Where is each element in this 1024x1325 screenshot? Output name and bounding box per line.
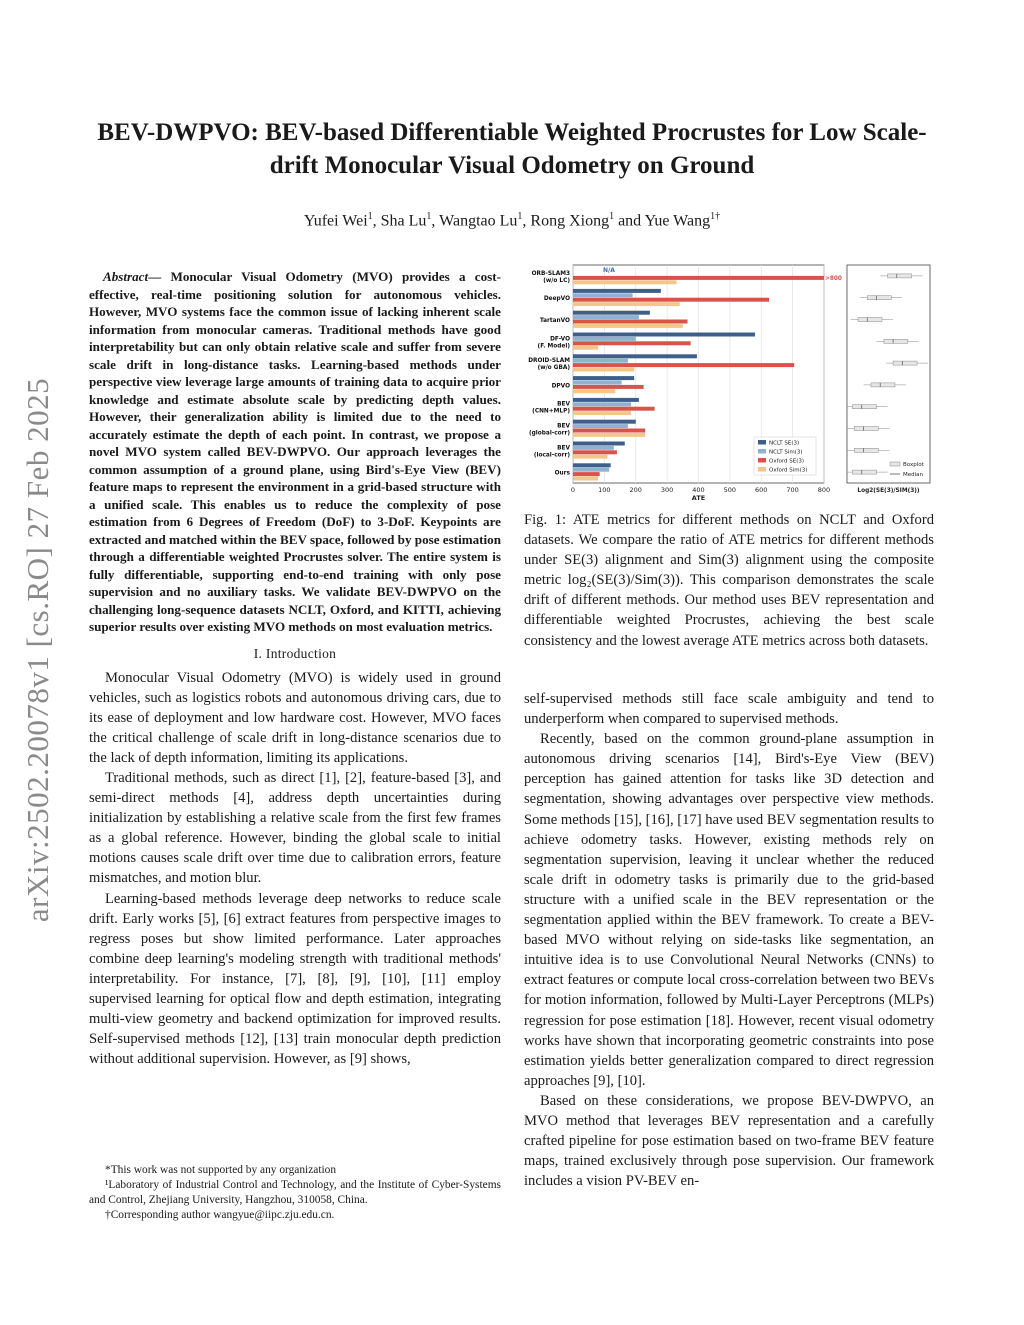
bar xyxy=(573,455,608,459)
author-name: Wangtao Lu xyxy=(439,212,518,230)
abstract-text: — Monocular Visual Odometry (MVO) provides a cost-effective, real-time positioning solution for autonomous vehicles. However, MVO systems face the common issue of lacking inherent scale information from monocular cameras. Traditional methods have good interpretability but can only obtain relative scale and suffer from severe scale drift in long-distance tasks. Learning-based methods under perspective view leverage large amounts of training data to acquire prior knowledge and estimate absolute scale by predicting depth values. However, their generalization ability is limited due to the need to accurately estimate the depth of each point. In contrast, we propose a novel MVO system called BEV-DWPVO. Our approach leverages the common assumption of a ground plane, using Bird's-Eye View (BEV) feature maps to represent the environment in a grid-based structure with a unified scale. This enables us to reduce the complexity of pose estimation from 6 Degrees of Freedom (DoF) to 3-DoF. Keypoints are extracted and matched within the BEV space, followed by pose estimation through a differentiable weighted Procrustes solver. The entire system is fully differentiable, supporting end-to-end training with only pose supervision and no auxiliary tasks. We validate BEV-DWPVO on the challenging long-sequence datasets NCLT, Oxford, and KITTI, achieving superior results over existing MVO methods on most evaluation metrics. xyxy=(89,269,501,634)
bar xyxy=(573,411,631,415)
abstract xyxy=(89,268,501,636)
x-tick-label: 100 xyxy=(598,486,611,494)
bar xyxy=(573,298,769,302)
box xyxy=(893,361,917,365)
category-label: (w/o LC) xyxy=(543,277,570,284)
category-label: DPVO xyxy=(551,383,570,390)
x-tick-label: 400 xyxy=(692,486,705,494)
x-tick-label: 500 xyxy=(723,486,737,494)
bar xyxy=(573,276,824,280)
legend-label: NCLT SE(3) xyxy=(769,440,800,447)
bar xyxy=(573,446,614,450)
author-separator: , xyxy=(431,212,440,230)
category-label: TartanVO xyxy=(539,318,570,324)
legend-swatch xyxy=(758,449,766,454)
category-label: BEV xyxy=(557,401,570,408)
legend-swatch xyxy=(890,462,900,466)
figure-1 xyxy=(512,258,942,508)
paragraph: self-supervised methods still face scale ambiguity and tend to underperform when compared to supervised methods. xyxy=(524,691,934,728)
figure-caption: Fig. 1: ATE metrics for different methods on NCLT and Oxford datasets. We compare the ratio of ATE metrics for different methods under SE(3) alignment and Sim(3) alignment using the composite metric log₂(SE(3)/Sim(3)). This comparison demonstrates the scale drift of different methods. Our method uses BEV representation and differentiable weighted Procrustes, achieving the best scale consistency and the lowest average ATE metrics across both datasets. xyxy=(524,512,934,649)
paragraph: Traditional methods, such as direct [1], [2], feature-based [3], and semi-direct methods [4], address depth uncertainties during initialization by establishing a relative scale from the first few frames as a global reference. However, binding the global scale to initial motions causes scale drift over time due to calibration errors, feature mismatches, and motion blur. xyxy=(89,769,501,887)
arxiv-id-text: arXiv:2502.20078v1 [cs.RO] 27 Feb 2025 xyxy=(20,377,55,923)
author-affiliation: 1 xyxy=(367,211,373,222)
category-label: DeepVO xyxy=(543,296,570,303)
bar xyxy=(573,398,639,402)
bar xyxy=(573,472,600,476)
legend-label: Boxplot xyxy=(903,462,924,468)
footnote: †Corresponding author wangyue@iipc.zju.edu.cn. xyxy=(105,1209,335,1221)
x-tick-label: 700 xyxy=(786,486,799,494)
author-affiliation: 1 xyxy=(426,211,432,222)
author-name: Sha Lu xyxy=(380,212,427,230)
bar xyxy=(573,302,680,306)
bar xyxy=(573,407,655,411)
legend-label: Oxford Sim(3) xyxy=(769,467,808,474)
left-column xyxy=(89,268,501,1069)
author-affiliation: 1 xyxy=(517,211,523,222)
box xyxy=(854,448,878,452)
author-name: Yufei Wei xyxy=(303,212,368,230)
bar xyxy=(573,433,645,437)
right-column xyxy=(524,510,934,651)
bar xyxy=(573,402,631,406)
bar xyxy=(573,354,697,358)
bar xyxy=(573,337,636,341)
category-label: BEV xyxy=(557,445,570,452)
bar xyxy=(573,442,625,446)
bar xyxy=(573,381,622,385)
author-separator: , xyxy=(372,212,381,230)
x-tick-label: 300 xyxy=(660,486,674,494)
category-label: Ours xyxy=(554,470,570,477)
x-axis-label: ATE xyxy=(691,494,706,502)
box xyxy=(884,339,908,343)
bar xyxy=(573,363,794,367)
paragraph: Monocular Visual Odometry (MVO) is widely used in ground vehicles, such as logistics robots and autonomous driving cars, due to its ease of deployment and low hardware cost. However, MVO faces the critical challenge of scale drift in long-distance scenarios due to the lack of depth information, limiting its applications. xyxy=(89,669,501,766)
box xyxy=(853,405,877,409)
category-label: (local-corr) xyxy=(533,452,570,459)
box xyxy=(853,470,877,474)
bar xyxy=(573,341,691,345)
author-affiliation: 1 xyxy=(609,211,615,222)
paragraph: Recently, based on the common ground-plane assumption in autonomous driving scenarios [14], Bird's-Eye View (BEV) perception has gained attention for tasks like 3D detection and segmentation, showing advantages over perspective view methods. Some methods [15], [16], [17] have used BEV segmentation results to achieve odometry tasks. However, existing methods rely on segmentation supervision, leaving it unclear whether the reduced scale drift in odometry tasks is primarily due to the grid-based structure with a unified scale in the BEV representation or the segmentation applied within the BEV framework. To create a BEV-based MVO without relying on side-tasks like segmentation, an intuitive idea is to use Convolutional Neural Networks (CNNs) to extract features or compute local cross-correlation between two BEVs for motion information, followed by Multi-Layer Perceptrons (MLPs) regression for pose estimation [18]. However, recent visual odometry works have shown that incorporating geometric constraints into pose estimation yields better generalization compared to direct regression approaches [9], [10]. xyxy=(524,731,934,1089)
author-list xyxy=(80,211,944,230)
footnote: *This work was not supported by any organization xyxy=(105,1164,337,1176)
annotation-over: >800 xyxy=(825,275,842,282)
bar xyxy=(573,280,677,284)
footnotes xyxy=(89,1163,501,1223)
author-name: Yue Wang xyxy=(644,212,711,230)
box xyxy=(854,427,878,431)
category-label: BEV xyxy=(557,423,570,430)
x-tick-label: 800 xyxy=(817,486,831,494)
paper-title: BEV-DWPVO: BEV-based Differentiable Weighted Procrustes for Low Scale-drift Monocular Visual Odometry on Ground xyxy=(97,119,927,179)
category-label: (w/o GBA) xyxy=(537,365,570,372)
category-label: (global-corr) xyxy=(528,430,570,437)
bar xyxy=(573,420,636,424)
category-label: (F. Model) xyxy=(537,343,570,350)
arxiv-identifier xyxy=(18,350,58,950)
legend-swatch xyxy=(758,458,766,463)
abstract-label: Abstract xyxy=(103,269,149,284)
footnote: ¹Laboratory of Industrial Control and Technology, and the Institute of Cyber-Systems and Control, Zhejiang University, Hangzhou, 310058, China. xyxy=(89,1179,501,1206)
legend-swatch xyxy=(758,467,766,472)
category-label: DF-VO xyxy=(550,336,570,343)
paragraph: Learning-based methods leverage deep networks to reduce scale drift. Early works [5], [6] extract features from perspective images to regress poses but show limited performance. Later approaches combine deep learning's modeling strength with traditional methods' interpretability. For instance, [7], [8], [9], [10], [11] employ supervised learning for optical flow and depth estimation, integrating multi-view geometry and backend optimization for improved results. Self-supervised methods [12], [13] train monocular depth prediction without additional supervision. However, as [9] shows, xyxy=(89,890,501,1068)
box xyxy=(888,274,912,278)
x-tick-label: 600 xyxy=(755,486,768,494)
section-heading-introduction: I. Introduction xyxy=(253,645,337,661)
bar xyxy=(573,311,650,315)
bar xyxy=(573,376,634,380)
box xyxy=(858,318,882,322)
legend-label: Oxford SE(3) xyxy=(769,458,805,465)
bar xyxy=(573,385,644,389)
category-label: (CNN+MLP) xyxy=(532,408,570,415)
box xyxy=(867,296,891,300)
category-label: DROID-SLAM xyxy=(528,358,570,365)
bar xyxy=(573,429,645,433)
bar xyxy=(573,424,628,428)
bar xyxy=(573,333,755,337)
bar xyxy=(573,359,628,363)
legend-swatch xyxy=(758,440,766,445)
author-affiliation: 1† xyxy=(710,211,721,222)
bar xyxy=(573,289,661,293)
paragraph: Based on these considerations, we propose BEV-DWPVO, an MVO method that leverages BEV representation and a carefully crafted pipeline for pose estimation based on two-frame BEV feature maps, trained exclusively through pose supervision. Our framework includes a vision PV-BEV en- xyxy=(524,1092,934,1190)
x-tick-label: 0 xyxy=(570,486,576,494)
bar xyxy=(573,320,688,324)
bar xyxy=(573,293,633,297)
author-separator: and xyxy=(614,212,645,230)
category-label: ORB-SLAM3 xyxy=(531,270,570,277)
ate-chart xyxy=(512,258,942,508)
author-name: Rong Xiong xyxy=(530,212,610,230)
bar xyxy=(573,315,639,319)
bar xyxy=(573,389,615,393)
right-column-text xyxy=(524,689,934,1191)
bar xyxy=(573,450,617,454)
legend-label: NCLT Sim(3) xyxy=(769,449,803,456)
box xyxy=(871,383,895,387)
bar xyxy=(573,477,598,481)
x-tick-label: 200 xyxy=(629,486,642,494)
annotation-na: N/A xyxy=(603,267,615,274)
bar xyxy=(573,368,634,372)
bar xyxy=(573,468,609,472)
author-separator: , xyxy=(522,212,531,230)
bar xyxy=(573,346,598,350)
bar xyxy=(573,463,611,467)
bar xyxy=(573,324,683,328)
legend-label: Median xyxy=(903,472,924,478)
boxplot-axis-label: Log2(SE(3)/SIM(3)) xyxy=(857,488,920,494)
